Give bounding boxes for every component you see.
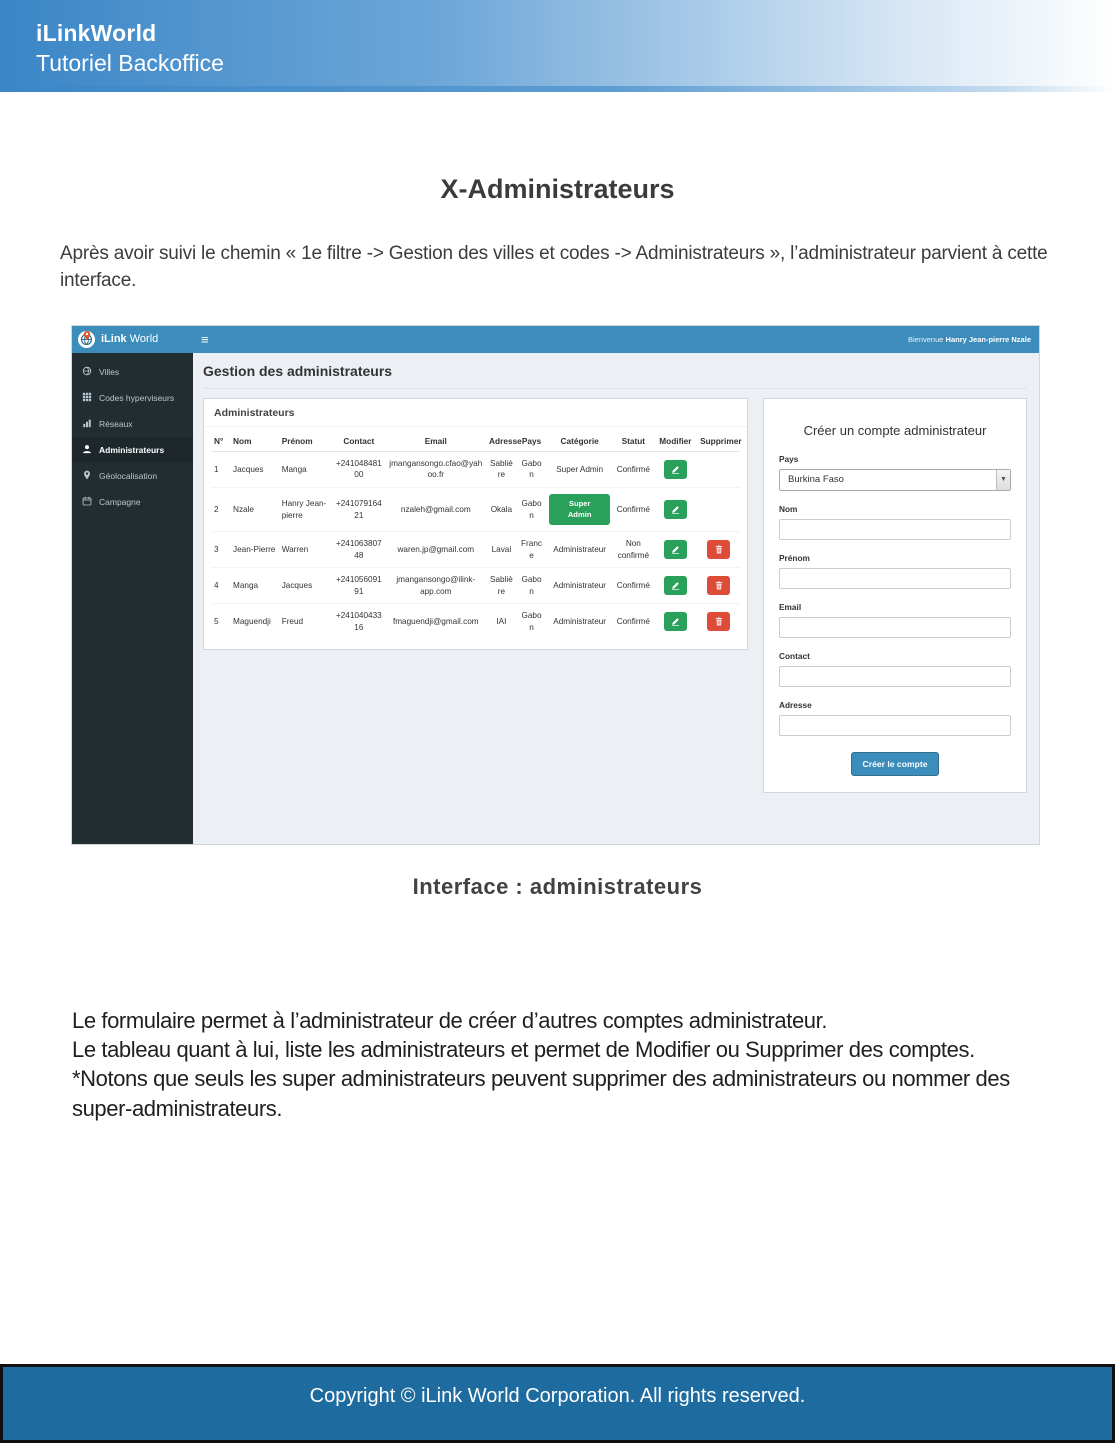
delete-button[interactable] — [707, 612, 730, 631]
cell-modifier — [654, 568, 697, 604]
pays-select-value: Burkina Faso — [788, 474, 844, 486]
body-paragraph: Le formulaire permet à l’administrateur de créer d’autres comptes administrateur. — [72, 1007, 828, 1033]
cell-email: waren.jp@gmail.com — [386, 532, 487, 568]
create-admin-form — [779, 454, 1011, 736]
cell-statut: Non confirmé — [613, 532, 654, 568]
cell-pays: Gabon — [517, 568, 547, 604]
cell-prenom: Freud — [281, 616, 304, 626]
edit-button[interactable] — [664, 460, 687, 479]
cell-contact: +24107916421 — [332, 487, 385, 531]
form-group-email — [779, 602, 1011, 638]
cell-prenom: Jacques — [279, 568, 332, 604]
column-header: Email — [386, 431, 487, 452]
figure-caption: Interface : administrateurs — [412, 873, 703, 899]
column-header: N° — [211, 431, 230, 452]
cell-num: 2 — [211, 487, 230, 531]
pr-nom-field[interactable] — [779, 568, 1011, 589]
app-brand-text: iLink World — [101, 333, 159, 346]
cell-contact: +24106380748 — [332, 532, 385, 568]
column-header: Supprimer — [697, 431, 740, 452]
cell-email: fmaguendji@gmail.com — [392, 616, 479, 626]
email-field[interactable] — [779, 617, 1011, 638]
cell-nom: Jacques — [230, 451, 279, 487]
sidebar-item-campagne[interactable] — [72, 489, 193, 515]
column-header: Nom — [230, 431, 279, 452]
globe-icon — [82, 366, 92, 378]
field-label: Pays — [779, 453, 799, 464]
field-label: Contact — [779, 650, 810, 661]
cell-modifier — [654, 604, 697, 639]
cell-num: 4 — [211, 568, 230, 604]
cell-nom: Jean-Pierre — [230, 532, 279, 568]
cell-contact: +24104043316 — [335, 611, 382, 632]
column-header: Contact — [332, 431, 385, 452]
edit-pencil-icon — [671, 502, 680, 517]
super-admin-badge-button[interactable]: Super Admin — [549, 494, 610, 525]
cell-statut: Confirmé — [613, 487, 654, 531]
cell-pays: France — [517, 532, 547, 568]
page-title: X-Administrateurs — [440, 174, 675, 204]
chart-bars-icon — [82, 418, 92, 430]
cell-contact: +24105609191 — [332, 568, 385, 604]
sidebar-item-g-olocalisation[interactable] — [72, 463, 193, 489]
document-header-strip — [0, 86, 1115, 92]
cell-nom: Nzale — [230, 487, 279, 531]
cell-statut: Confirmé — [613, 568, 654, 604]
cell-supprimer — [697, 451, 740, 487]
form-group-adresse — [779, 700, 1011, 736]
cell-prenom: Hanry Jean-pierre — [279, 487, 332, 531]
cell-pays: Gabon — [517, 487, 547, 531]
sidebar-item-administrateurs[interactable] — [72, 437, 193, 463]
cell-contact: +24104848100 — [332, 451, 385, 487]
grid-icon — [82, 392, 92, 404]
map-pin-icon — [83, 328, 91, 346]
body-paragraph: *Notons que seuls les super administrateurs peuvent supprimer des administrateurs ou nommer des super-administrateurs. — [72, 1066, 1010, 1121]
edit-button[interactable] — [664, 612, 687, 631]
delete-button[interactable] — [707, 540, 730, 559]
administrators-panel-title: Administrateurs — [204, 399, 747, 427]
form-group-pays — [779, 454, 1011, 491]
cell-email: jmangansongo.cfao@yahoo.fr — [386, 451, 487, 487]
field-label: Adresse — [779, 699, 812, 710]
user-icon — [82, 444, 92, 456]
cell-supprimer — [697, 604, 740, 639]
table-header-row — [211, 431, 740, 452]
cell-adresse: Laval — [486, 532, 517, 568]
cell-num: 5 — [214, 616, 219, 626]
column-header: Pays — [517, 431, 547, 452]
main-content — [193, 353, 1039, 844]
app-brand[interactable] — [72, 326, 193, 353]
field-label: Nom — [779, 503, 798, 514]
contact-field[interactable] — [779, 666, 1011, 687]
edit-pencil-icon — [671, 614, 680, 629]
create-admin-panel — [763, 398, 1027, 793]
form-group-pr-nom — [779, 553, 1011, 589]
cell-adresse: IAI — [496, 616, 507, 626]
ilink-logo-icon — [78, 331, 95, 348]
delete-button[interactable] — [707, 576, 730, 595]
welcome-text: Bienvenue Hanry Jean-pierre Nzale — [908, 334, 1031, 344]
calendar-icon — [82, 496, 92, 508]
intro-paragraph: Après avoir suivi le chemin « 1e filtre -> Gestion des villes et codes -> Administrateurs », l’administrateur parvient à cette interface. — [60, 243, 1048, 291]
cell-pays: Gabon — [517, 451, 547, 487]
body-paragraph: Le tableau quant à lui, liste les administrateurs et permet de Modifier ou Supprimer des comptes. — [72, 1037, 975, 1063]
pays-select[interactable] — [779, 469, 1011, 491]
table-row — [211, 568, 740, 604]
document-footer — [0, 1364, 1115, 1443]
table-row — [211, 487, 740, 531]
cell-categorie: Super Admin — [546, 451, 613, 487]
sidebar-item-label: Administrateurs — [99, 444, 165, 455]
chevron-down-icon: ▼ — [996, 470, 1010, 490]
hamburger-menu-icon[interactable]: ≡ — [201, 331, 209, 347]
edit-pencil-icon — [671, 578, 680, 593]
cell-adresse: Sablière — [486, 568, 517, 604]
cell-categorie: Administrateur — [546, 532, 613, 568]
cell-statut: Confirmé — [613, 451, 654, 487]
sidebar-item-label: Codes hyperviseurs — [99, 392, 175, 403]
trash-icon — [715, 614, 723, 629]
cell-pays: Gabon — [521, 611, 542, 632]
sidebar-menu — [72, 353, 193, 844]
adresse-field[interactable] — [779, 715, 1011, 736]
cell-supprimer — [697, 568, 740, 604]
nom-field[interactable] — [779, 519, 1011, 540]
field-label: Prénom — [779, 552, 810, 563]
cell-prenom: Warren — [279, 532, 332, 568]
table-row — [211, 604, 740, 639]
column-header: Adresse — [486, 431, 517, 452]
cell-email: jmangansongo@ilink-app.com — [386, 568, 487, 604]
column-header: Catégorie — [546, 431, 613, 452]
sidebar-item-r-seaux[interactable] — [72, 411, 193, 437]
navbar-main — [193, 326, 1039, 353]
table-row — [211, 451, 740, 487]
sidebar-item-codes-hyperviseurs[interactable] — [72, 385, 193, 411]
form-group-contact — [779, 651, 1011, 687]
content-page-title: Gestion des administrateurs — [203, 361, 1027, 389]
cell-nom: Manga — [230, 568, 279, 604]
column-header: Statut — [613, 431, 654, 452]
document-header-line2: Tutoriel Backoffice — [36, 50, 224, 76]
admin-table-body — [211, 451, 740, 639]
cell-email: nzaleh@gmail.com — [386, 487, 487, 531]
sidebar-item-label: Villes — [99, 366, 120, 377]
cell-categorie: Administrateur — [546, 568, 613, 604]
cell-modifier — [654, 451, 697, 487]
edit-button[interactable] — [664, 500, 687, 519]
field-label: Email — [779, 601, 802, 612]
cell-adresse: Sablière — [486, 451, 517, 487]
sidebar-item-label: Campagne — [99, 496, 141, 507]
cell-num: 3 — [211, 532, 230, 568]
body-paragraphs — [72, 1006, 1055, 1123]
create-account-button[interactable]: Créer le compte — [851, 752, 940, 776]
cell-prenom: Manga — [279, 451, 332, 487]
backoffice-screenshot — [72, 326, 1039, 844]
edit-pencil-icon — [671, 542, 680, 557]
administrators-table — [211, 431, 740, 639]
column-header: Prénom — [279, 431, 332, 452]
cell-supprimer — [697, 487, 740, 531]
cell-modifier — [654, 532, 697, 568]
copyright-text: Copyright © iLink World Corporation. All rights reserved. — [309, 1385, 806, 1407]
cell-adresse: Okala — [486, 487, 517, 531]
cell-categorie: Administrateur — [553, 616, 607, 626]
edit-pencil-icon — [671, 462, 680, 477]
sidebar-item-villes[interactable] — [72, 359, 193, 385]
app-navbar — [72, 326, 1039, 353]
sidebar-item-label: Réseaux — [99, 418, 133, 429]
document-header-line1: iLinkWorld — [36, 20, 157, 46]
cell-modifier — [654, 487, 697, 531]
cell-nom: Maguendji — [233, 616, 271, 626]
table-row — [211, 532, 740, 568]
create-admin-title: Créer un compte administrateur — [803, 422, 987, 438]
cell-supprimer — [697, 532, 740, 568]
column-header: Modifier — [654, 431, 697, 452]
cell-statut: Confirmé — [616, 616, 650, 626]
map-marker-icon — [82, 470, 92, 482]
cell-num: 1 — [211, 451, 230, 487]
edit-button[interactable] — [664, 540, 687, 559]
trash-icon — [715, 578, 723, 593]
sidebar-item-label: Géolocalisation — [99, 470, 158, 481]
administrators-panel — [203, 398, 748, 650]
trash-icon — [715, 542, 723, 557]
form-group-nom — [779, 504, 1011, 540]
edit-button[interactable] — [664, 576, 687, 595]
document-header — [0, 0, 1115, 86]
cell-categorie — [546, 487, 613, 531]
